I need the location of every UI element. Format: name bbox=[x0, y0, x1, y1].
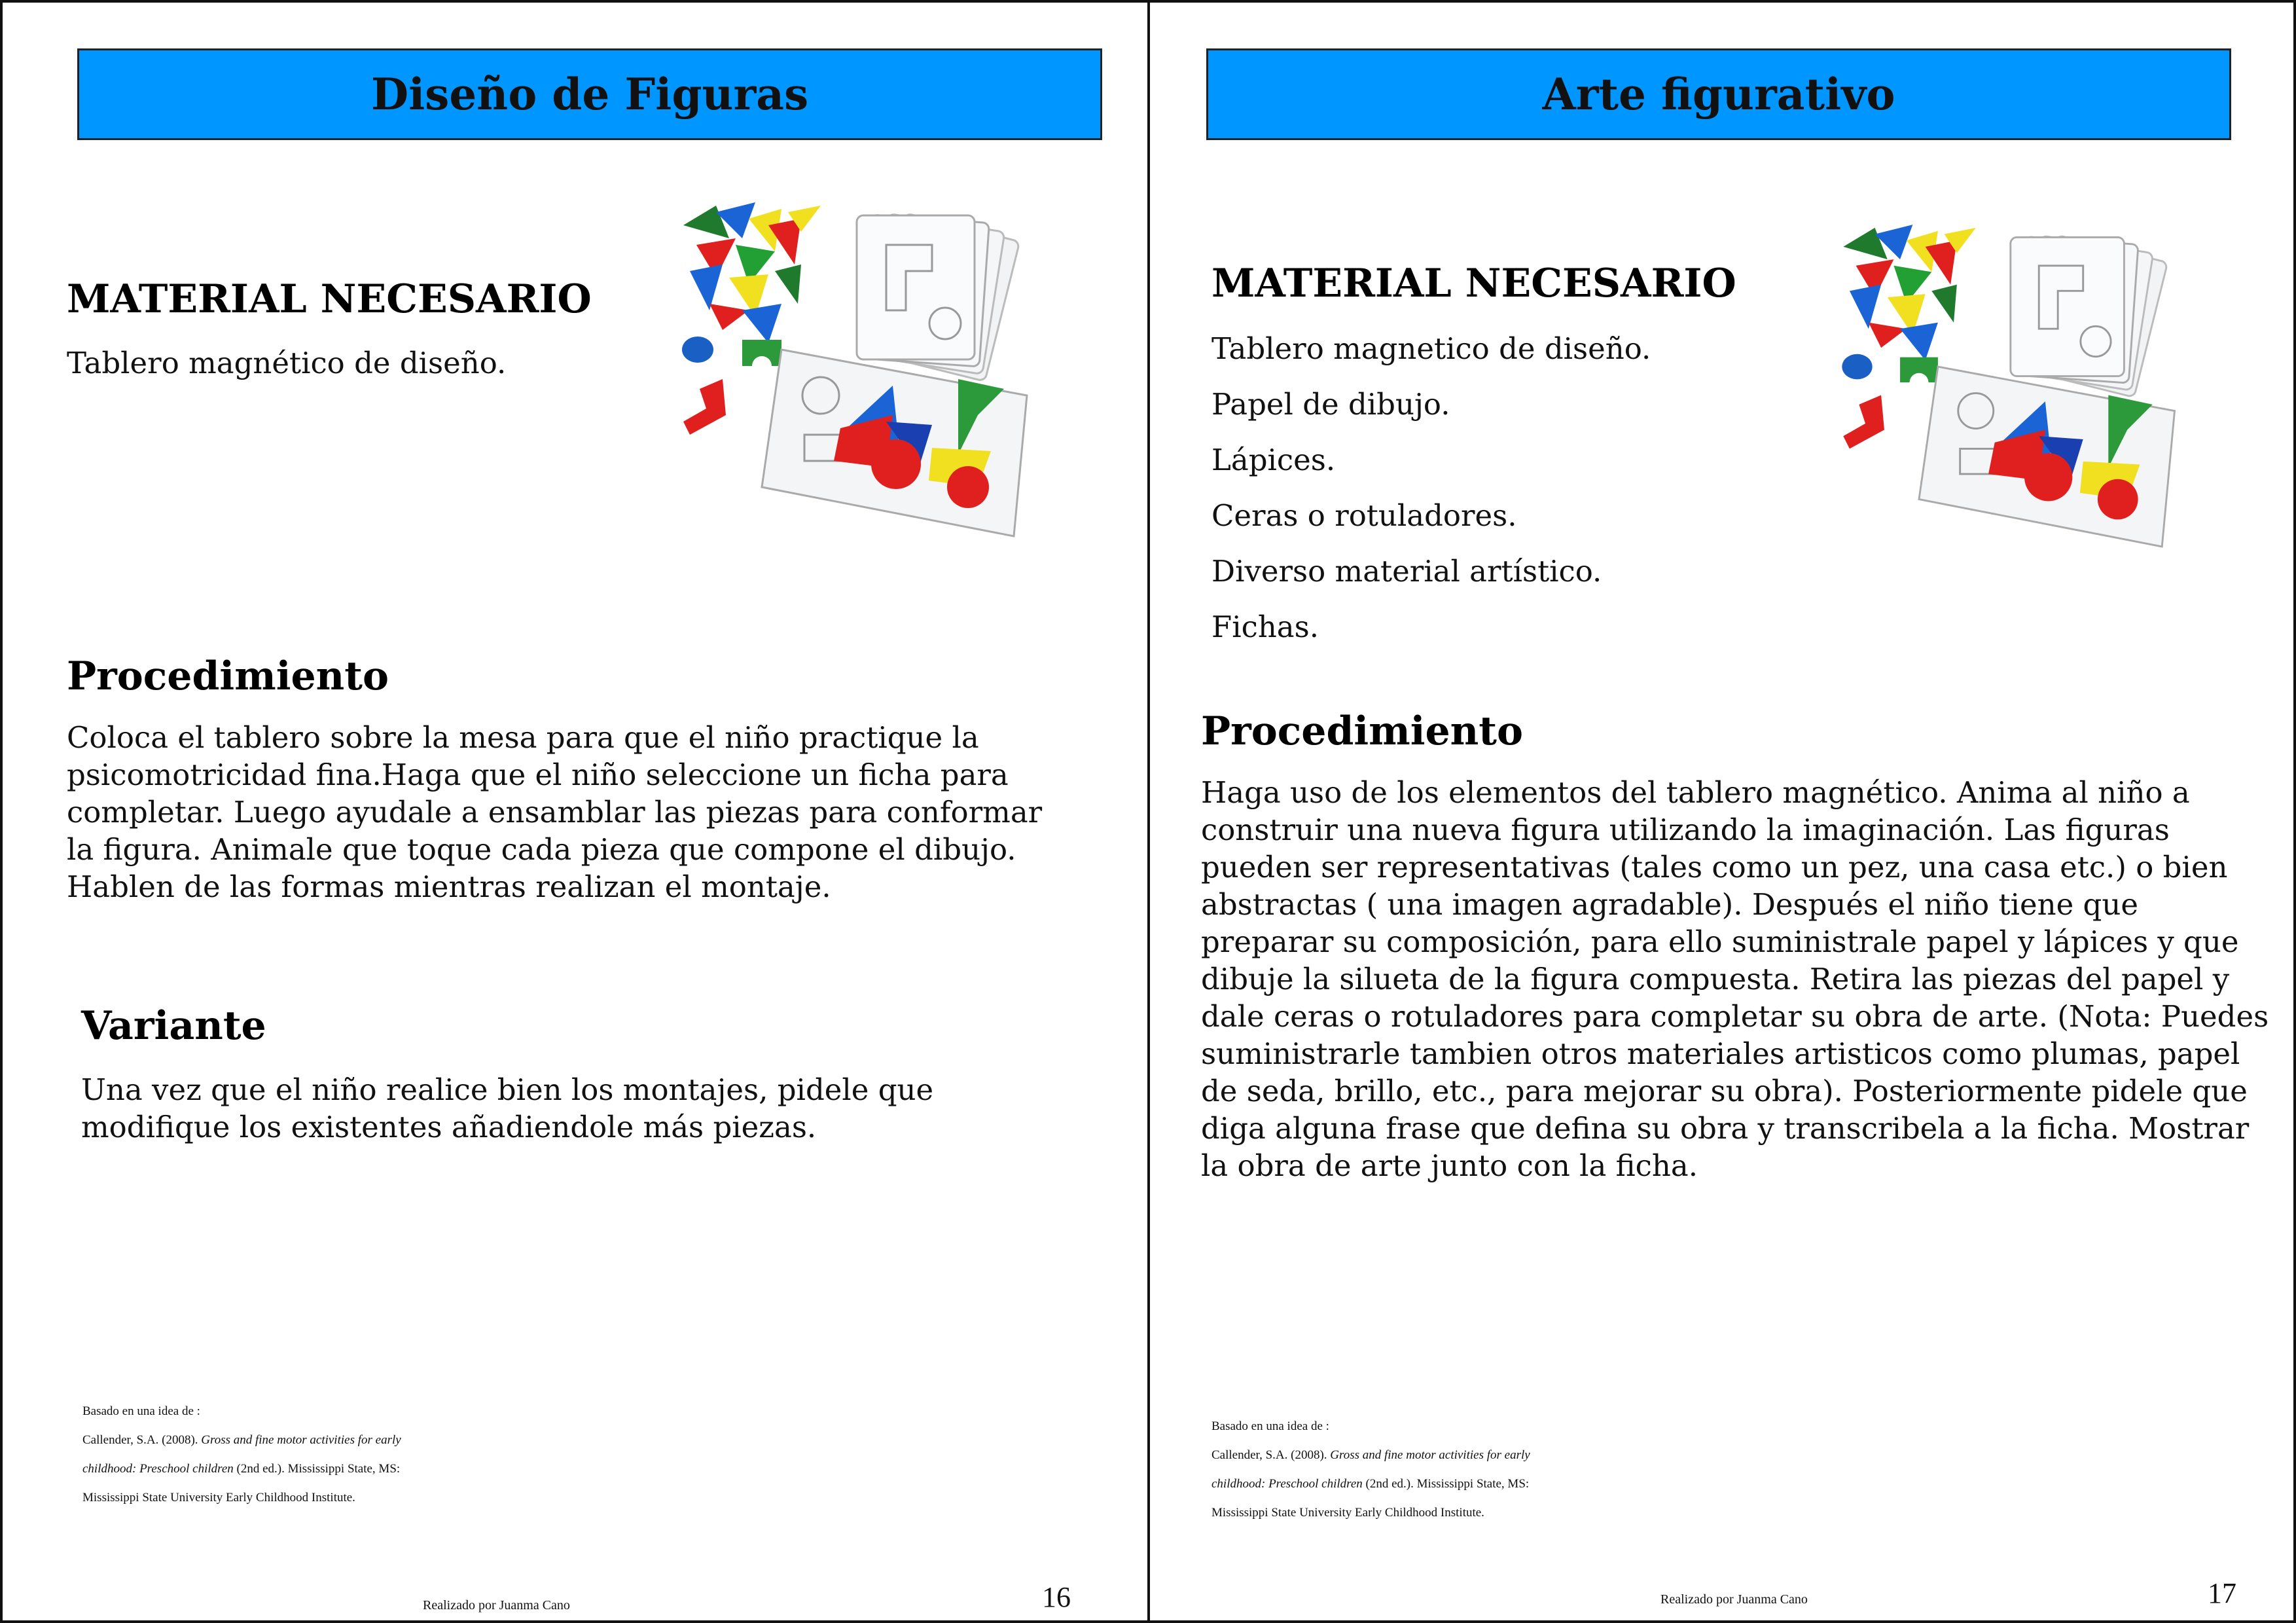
reference-line: Mississippi State University Early Childhood Institute. bbox=[1211, 1506, 1484, 1520]
text-line: la figura. Animale que toque cada pieza que compone el dibujo. bbox=[67, 832, 1016, 867]
page-number: 17 bbox=[2208, 1577, 2236, 1609]
reference-line: Callender, S.A. (2008). Gross and fine motor activities for early bbox=[1211, 1448, 1530, 1462]
reference-intro: Basado en una idea de : bbox=[1211, 1419, 1329, 1433]
procedure-text bbox=[67, 719, 1042, 905]
footer-credit: Realizado por Juanma Cano bbox=[423, 1598, 570, 1613]
list-item: Tablero magnetico de diseño. bbox=[1211, 331, 1651, 366]
text-line: la obra de arte junto con la ficha. bbox=[1201, 1148, 1698, 1183]
list-item: Tablero magnético de diseño. bbox=[67, 346, 507, 380]
reference-line: childhood: Preschool children (2nd ed.). Mississippi State, MS: bbox=[82, 1462, 401, 1476]
footer-credit: Realizado por Juanma Cano bbox=[1660, 1592, 1808, 1607]
text-line: Una vez que el niño realice bien los montajes, pidele que bbox=[81, 1072, 934, 1107]
design-board bbox=[762, 350, 1027, 536]
reference-block bbox=[82, 1397, 401, 1512]
design-cards-stack bbox=[2011, 235, 2168, 397]
design-board bbox=[1919, 367, 2175, 547]
text-line: Hablen de las formas mientras realizan el montaje. bbox=[67, 869, 831, 904]
text-line: diga alguna frase que defina su obra y transcribela a la ficha. Mostrar bbox=[1201, 1111, 2250, 1146]
list-item: Lápices. bbox=[1211, 443, 1336, 477]
list-item: Fichas. bbox=[1211, 610, 1319, 644]
variant-text bbox=[81, 1071, 933, 1146]
list-item: Ceras o rotuladores. bbox=[1211, 498, 1517, 533]
materials-list bbox=[1211, 321, 1651, 655]
text-line: Coloca el tablero sobre la mesa para que el niño practique la bbox=[67, 720, 979, 755]
reference-intro: Basado en una idea de : bbox=[82, 1404, 200, 1418]
design-cards-stack bbox=[857, 213, 1020, 381]
list-item: Papel de dibujo. bbox=[1211, 387, 1450, 422]
reference-line: Callender, S.A. (2008). Gross and fine motor activities for early bbox=[82, 1433, 401, 1447]
text-line: dibuje la silueta de la figura compuesta. Retira las piezas del papel y bbox=[1201, 962, 2230, 996]
procedure-heading: Procedimiento bbox=[1201, 708, 1524, 754]
magnetic-board-illustration bbox=[1831, 219, 2184, 553]
list-item: Diverso material artístico. bbox=[1211, 554, 1602, 589]
text-line: completar. Luego ayudale a ensamblar las piezas para conformar bbox=[67, 795, 1043, 830]
magnetic-board-illustration bbox=[670, 199, 1037, 539]
text-line: suministrarle tambien otros materiales artisticos como plumas, papel bbox=[1201, 1036, 2240, 1071]
material-heading: MATERIAL NECESARIO bbox=[67, 276, 592, 322]
text-line: Haga uso de los elementos del tablero magnético. Anima al niño a bbox=[1201, 775, 2190, 810]
text-line: psicomotricidad fina.Haga que el niño seleccione un ficha para bbox=[67, 757, 1009, 792]
variant-heading: Variante bbox=[81, 1003, 266, 1049]
page-number: 16 bbox=[1042, 1581, 1071, 1613]
page-title: Arte figurativo bbox=[1206, 48, 2231, 140]
text-line: construir una nueva figura utilizando la imaginación. Las figuras bbox=[1201, 812, 2170, 847]
text-line: abstractas ( una imagen agradable). Después el niño tiene que bbox=[1201, 887, 2138, 922]
text-line: pueden ser representativas (tales como un pez, una casa etc.) o bien bbox=[1201, 850, 2228, 884]
procedure-text bbox=[1201, 774, 2269, 1184]
page-title: Diseño de Figuras bbox=[77, 48, 1102, 140]
text-line: preparar su composición, para ello suministrale papel y lápices y que bbox=[1201, 924, 2239, 959]
materials-list bbox=[67, 335, 506, 391]
reference-block bbox=[1211, 1412, 1530, 1527]
material-heading: MATERIAL NECESARIO bbox=[1211, 261, 1736, 306]
reference-line: Mississippi State University Early Childhood Institute. bbox=[82, 1491, 355, 1504]
reference-line: childhood: Preschool children (2nd ed.). Mississippi State, MS: bbox=[1211, 1477, 1530, 1491]
procedure-heading: Procedimiento bbox=[67, 653, 389, 699]
text-line: de seda, brillo, etc., para mejorar su obra). Posteriormente pidele que bbox=[1201, 1074, 2248, 1108]
page-17 bbox=[1147, 0, 2296, 1623]
text-line: dale ceras o rotuladores para completar su obra de arte. (Nota: Puedes bbox=[1201, 999, 2269, 1034]
text-line: modifique los existentes añadiendole más piezas. bbox=[81, 1110, 817, 1144]
